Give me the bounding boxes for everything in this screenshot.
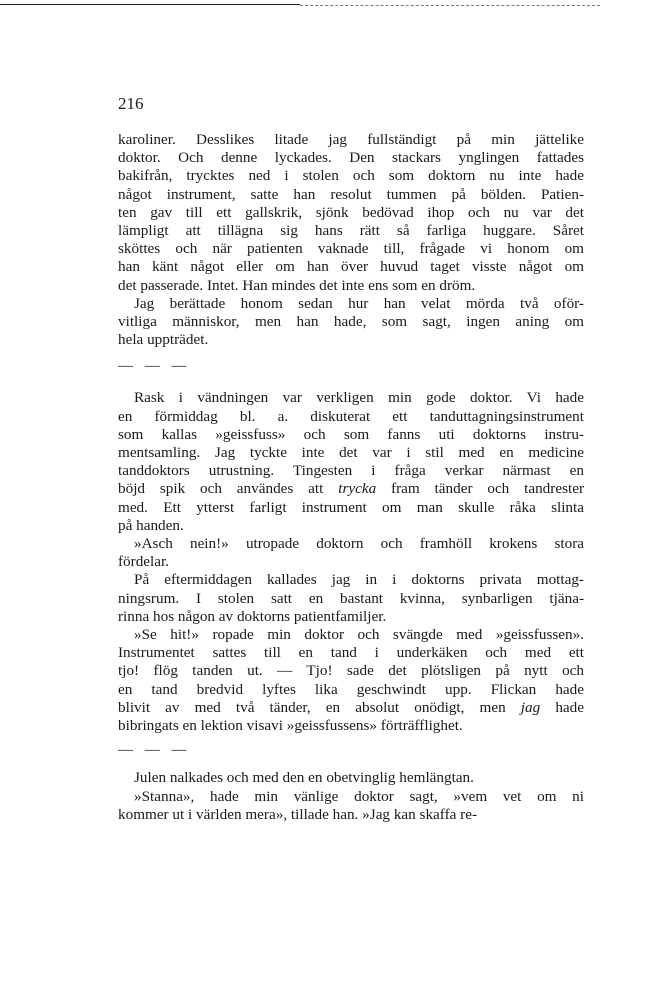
- text-line: han känt något eller om han över huvud taget visste något om: [118, 258, 584, 276]
- text-line: blivit av med två tänder, en absolut onödigt, men jag hade: [118, 698, 584, 716]
- text-line: sköttes och när patienten vaknade till, frågade vi honom om: [118, 240, 584, 258]
- text-line: Julen nalkades och med den en obetvinglig hemlängtan.: [134, 769, 474, 787]
- text-line: Instrumentet sattes till en tand i underkäken och med ett: [118, 644, 584, 662]
- text-line: Rask i vändningen var verkligen min gode doktor. Vi hade: [134, 389, 584, 407]
- text-line: ningsrum. I stolen satt en bastant kvinna, synbarligen tjäna-: [118, 589, 584, 607]
- top-rule: [0, 4, 300, 5]
- paragraph-p8: [118, 788, 584, 824]
- page-number: 216: [118, 94, 144, 113]
- text-line: fördelar.: [118, 553, 170, 571]
- paragraph-p4: [118, 535, 584, 571]
- book-page: [118, 94, 584, 824]
- text-line: tjo! flög tanden ut. — Tjo! sade det plötsligen på nytt och: [118, 662, 584, 680]
- text-line: På eftermiddagen kallades jag in i doktorns privata mottag-: [134, 571, 584, 589]
- text-line: »Stanna», hade min vänlige doktor sagt, »vem vet om ni: [134, 787, 584, 805]
- text-line: böjd spik och användes att trycka fram tänder och tandrester: [118, 480, 585, 498]
- paragraph-p6: [118, 626, 584, 735]
- paragraph-p1: [118, 131, 584, 295]
- text-line: »Se hit!» ropade min doktor och svängde med »geissfussen».: [134, 626, 584, 644]
- text-line: karoliner. Desslikes litade jag fullständigt på min jättelike: [118, 131, 584, 148]
- text-line: tanddoktors utrustning. Tingesten i fråga verkar närmast en: [118, 462, 584, 480]
- text-line: kommer ut i världen mera», tillade han. »Jag kan skaffa re-: [118, 805, 478, 823]
- paragraph-p3: [118, 389, 584, 535]
- paragraph-p2: [118, 295, 584, 350]
- page-text: [118, 131, 584, 824]
- text-line: mentsamling. Jag tyckte inte det var i stil med en medicine: [118, 444, 584, 462]
- text-line: bibringats en lektion visavi »geissfussens» förträfflighet.: [118, 717, 463, 735]
- section-separator: — — —: [118, 358, 191, 375]
- text-line: »Asch nein!» utropade doktorn och framhöll krokens stora: [134, 535, 584, 553]
- text-line: doktor. Och denne lyckades. Den stackars ynglingen fattades: [118, 149, 584, 167]
- text-line: Jag berättade honom sedan hur han velat mörda två oför-: [134, 294, 584, 312]
- text-line: som kallas »geissfuss» och som fanns uti doktorns instru-: [118, 425, 584, 443]
- text-line: en tand bredvid lyftes lika geschwindt upp. Flickan hade: [118, 680, 584, 698]
- text-line: hela uppträdet.: [118, 331, 209, 349]
- text-line: något instrument, satte han resolut tummen på bölden. Patien-: [118, 185, 584, 203]
- section-separator: — — —: [118, 742, 191, 759]
- text-line: ten gav till ett gallskrik, sjönk bedövad ihop och nu var det: [118, 203, 584, 221]
- text-line: med. Ett ytterst farligt instrument om man skulle råka slinta: [118, 498, 584, 516]
- text-line: bakifrån, trycktes ned i stolen och som doktorn nu inte hade: [118, 167, 584, 185]
- text-line: vitliga människor, men han hade, som sagt, ingen aning om: [118, 313, 584, 331]
- top-rule-faint: [300, 5, 600, 6]
- text-line: en förmiddag bl. a. diskuterat ett tanduttagningsinstrument: [118, 407, 584, 425]
- text-line: det passerade. Intet. Han mindes det inte ens som en dröm.: [118, 276, 476, 294]
- text-line: rinna hos någon av doktorns patientfamiljer.: [118, 607, 387, 625]
- text-line: på handen.: [118, 516, 184, 534]
- text-line: lämpligt att tillägna sig hans rätt så farliga huggare. Såret: [118, 222, 584, 240]
- paragraph-p5: [118, 571, 584, 626]
- paragraph-p7: [118, 769, 584, 787]
